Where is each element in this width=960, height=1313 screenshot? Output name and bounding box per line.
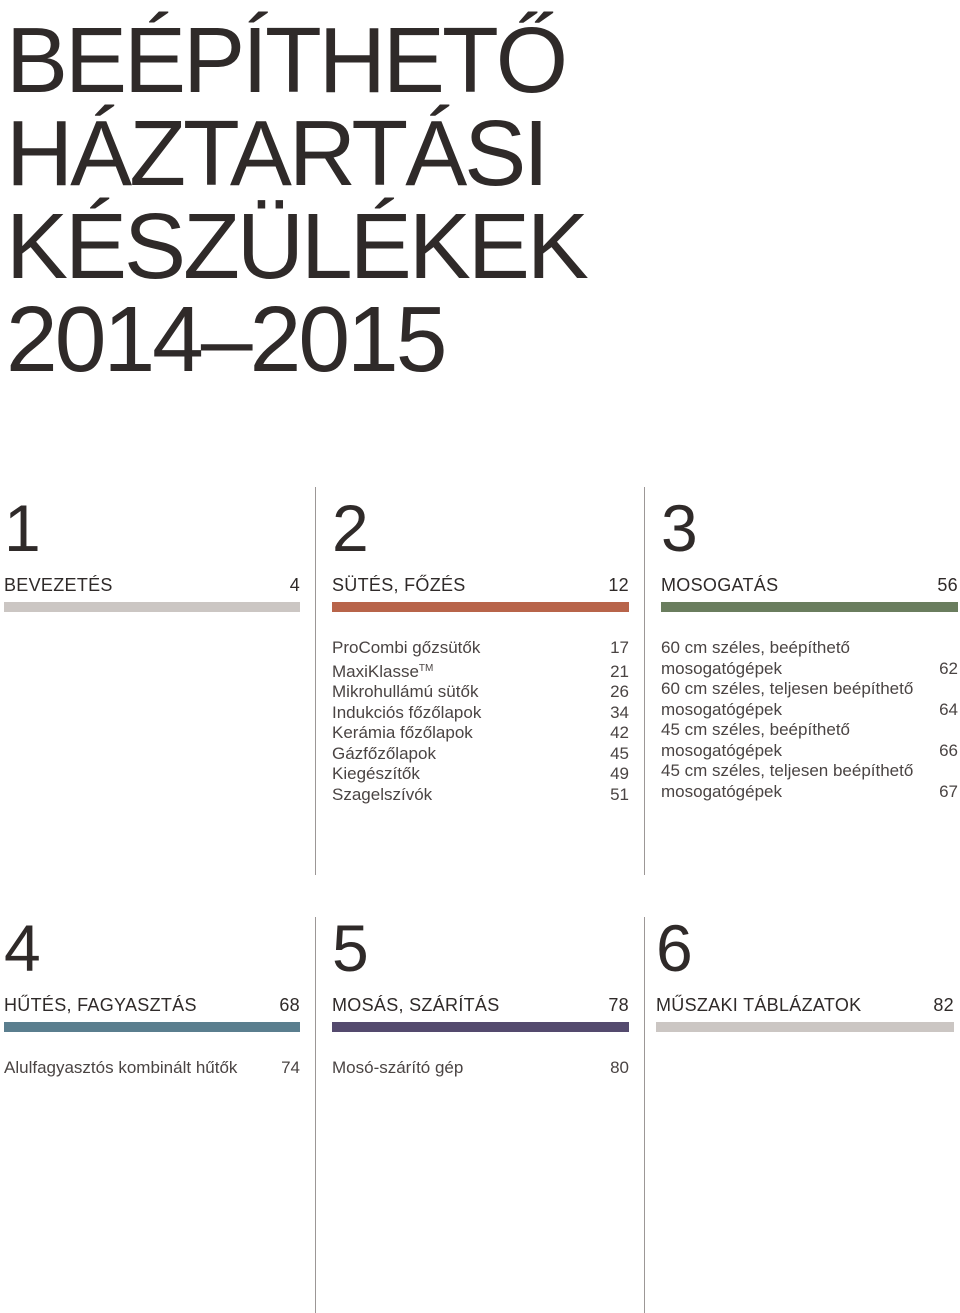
title-line-2: HÁZTARTÁSI <box>6 101 547 205</box>
section-heading[interactable] <box>332 995 629 1016</box>
list-item[interactable]: 60 cm széles, teljesen beépíthető mosogatógépek 64 <box>661 679 958 719</box>
list-item[interactable]: 60 cm széles, beépíthető mosogatógépek 62 <box>661 638 958 678</box>
section-mosogatas <box>661 491 958 815</box>
section-item-list <box>4 1058 300 1079</box>
section-heading-label: HŰTÉS, FAGYASZTÁS <box>4 995 197 1015</box>
section-item-list <box>661 638 958 802</box>
column-divider-3 <box>315 917 316 1313</box>
section-color-bar <box>656 1022 954 1032</box>
section-number: 6 <box>656 911 691 985</box>
section-hutes-fagyasztas <box>4 911 300 1085</box>
section-number: 2 <box>332 491 367 565</box>
document-title <box>6 8 586 391</box>
list-item[interactable]: Alulfagyasztós kombinált hűtők 74 <box>4 1058 300 1077</box>
section-number: 3 <box>661 491 696 565</box>
section-color-bar <box>661 602 958 612</box>
list-item[interactable]: Indukciós főzőlapok 34 <box>332 702 629 722</box>
section-color-bar <box>332 1022 629 1032</box>
section-item-list <box>332 638 629 805</box>
column-divider-4 <box>644 917 645 1313</box>
section-number: 4 <box>4 911 39 985</box>
section-color-bar <box>4 602 300 612</box>
section-item-list <box>332 1058 629 1079</box>
section-heading-label: BEVEZETÉS <box>4 575 113 595</box>
list-item[interactable]: Kerámia főzőlapok 42 <box>332 723 629 742</box>
list-item[interactable]: MaxiKlasse™ 21 <box>332 661 629 681</box>
title-line-3: KÉSZÜLÉKEK <box>6 194 586 298</box>
section-sutes-fozes <box>332 491 629 815</box>
section-heading-label: SÜTÉS, FŐZÉS <box>332 575 466 595</box>
section-heading[interactable] <box>661 575 958 596</box>
section-heading-label: MOSOGATÁS <box>661 575 779 595</box>
section-number: 1 <box>4 491 39 565</box>
section-color-bar <box>4 1022 300 1032</box>
column-divider-2 <box>644 487 645 875</box>
section-heading[interactable] <box>332 575 629 596</box>
list-item[interactable]: Mosó-szárító gép 80 <box>332 1058 629 1077</box>
section-number: 5 <box>332 911 367 985</box>
list-item[interactable]: 45 cm széles, teljesen beépíthető mosogatógépek 67 <box>661 761 958 801</box>
section-bevezetes <box>4 491 300 615</box>
section-heading-page: 82 <box>933 995 954 1015</box>
section-muszaki-tablazatok <box>656 911 954 1045</box>
section-heading-page: 68 <box>279 995 300 1015</box>
section-mosas-szaritas <box>332 911 629 1085</box>
section-heading-label: MŰSZAKI TÁBLÁZATOK <box>656 995 862 1015</box>
section-heading-page: 56 <box>937 575 958 595</box>
list-item[interactable]: Mikrohullámú sütők 26 <box>332 682 629 701</box>
list-item[interactable]: Szagelszívók 51 <box>332 784 629 804</box>
list-item[interactable]: ProCombi gőzsütők 17 <box>332 638 629 657</box>
list-item[interactable]: Gázfőzőlapok 45 <box>332 743 629 763</box>
section-heading-page: 12 <box>608 575 629 595</box>
section-heading-label: MOSÁS, SZÁRÍTÁS <box>332 995 500 1015</box>
list-item[interactable]: 45 cm széles, beépíthető mosogatógépek 66 <box>661 720 958 760</box>
title-line-4: 2014–2015 <box>6 287 445 391</box>
section-heading-page: 4 <box>289 575 300 595</box>
list-item[interactable]: Kiegészítők 49 <box>332 764 629 783</box>
column-divider-1 <box>315 487 316 875</box>
section-heading-page: 78 <box>608 995 629 1015</box>
section-heading[interactable] <box>656 995 954 1016</box>
trademark-mark: TM <box>418 662 434 674</box>
section-heading[interactable] <box>4 995 300 1016</box>
section-color-bar <box>332 602 629 612</box>
title-line-1: BEÉPÍTHETŐ <box>6 8 566 112</box>
section-heading[interactable] <box>4 575 300 596</box>
